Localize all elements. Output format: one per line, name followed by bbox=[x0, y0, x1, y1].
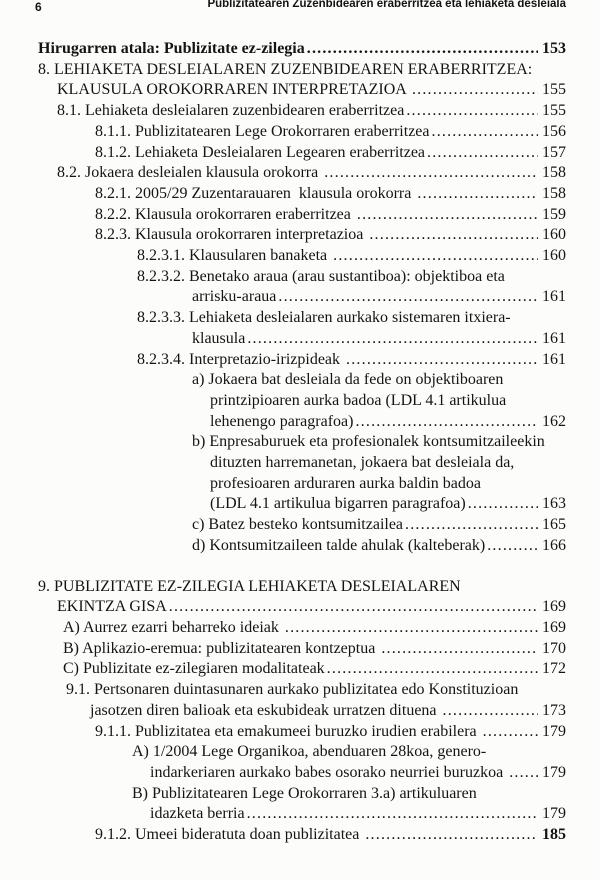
toc-entry bbox=[0, 267, 600, 288]
toc-entry-text: printzipioaren aurka badoa (LDL 4.1 artikulua bbox=[210, 391, 507, 409]
toc-page-number: 160 bbox=[542, 247, 566, 265]
toc-page-number: 160 bbox=[542, 226, 566, 244]
toc-entry-text: 9.1. Pertsonaren duintasunaren aurkako publizitatea edo Konstituzioan bbox=[66, 681, 519, 699]
toc-entry-text: indarkeriaren aurkako babes osorako neurriei buruzkoa bbox=[150, 763, 508, 781]
dot-leader bbox=[278, 287, 538, 308]
toc-entry-text: A) Aurrez ezarri beharreko ideiak bbox=[63, 618, 283, 636]
dot-leader bbox=[406, 101, 538, 122]
toc-entry bbox=[0, 80, 600, 101]
toc-page-number: 162 bbox=[542, 412, 566, 430]
toc-entry-text: 8.2.3.4. Interpretazio-irizpideak bbox=[137, 350, 345, 368]
toc-entry-text: 8.2.1. 2005/29 Zuzentarauaren klausula orokorra bbox=[95, 184, 416, 202]
toc-page-number: 159 bbox=[542, 205, 566, 223]
toc-entry bbox=[0, 825, 600, 846]
toc-page-number: 155 bbox=[542, 102, 566, 120]
toc-entry-text: 8.2.3.2. Benetako araua (arau sustantiboa): objektiboa eta bbox=[137, 267, 505, 285]
toc-entry-text: profesioaren arduraren aurka baldin badoa bbox=[210, 474, 481, 492]
dot-leader bbox=[169, 597, 538, 618]
toc-entry bbox=[0, 412, 600, 433]
toc-entry bbox=[0, 597, 600, 618]
dot-leader bbox=[405, 515, 538, 536]
toc-entry-text: B) Aplikazio-eremua: publizitatearen kontzeptua bbox=[63, 639, 380, 657]
dot-leader bbox=[247, 329, 538, 350]
toc-entry bbox=[0, 350, 600, 371]
toc-entry-text: 8.2.2. Klausula orokorraren eraberritzea bbox=[95, 205, 355, 223]
dot-leader bbox=[307, 39, 538, 60]
toc-entry-text: arrisku-araua bbox=[192, 288, 277, 306]
dot-leader bbox=[483, 722, 538, 743]
dot-leader bbox=[381, 639, 538, 660]
toc-entry bbox=[0, 329, 600, 350]
toc-entry bbox=[0, 391, 600, 412]
dot-leader bbox=[355, 412, 538, 433]
toc-entry bbox=[0, 515, 600, 536]
toc-entry bbox=[0, 804, 600, 825]
dot-leader bbox=[333, 246, 538, 267]
dot-leader bbox=[247, 804, 538, 825]
toc-entry-text: 8.1.1. Publizitatearen Lege Orokorraren eraberritzea bbox=[95, 122, 430, 140]
toc-page-number: 169 bbox=[542, 618, 566, 636]
toc-entry bbox=[0, 722, 600, 743]
running-header-title: Publizitatearen Zuzenbidearen eraberritzea eta lehiaketa desleiala bbox=[207, 0, 566, 10]
toc-entry-text: dituzten harremanetan, jokaera bat desleiala da, bbox=[210, 454, 515, 472]
toc-entry-text: KLAUSULA OROKORRAREN INTERPRETAZIOA bbox=[57, 81, 410, 99]
toc-entry-text: 8.2. Jokaera desleialen klausula orokorra bbox=[57, 164, 323, 182]
toc-page-number: 158 bbox=[542, 184, 566, 202]
toc-page-number: 179 bbox=[542, 805, 566, 823]
toc-entry bbox=[0, 39, 600, 60]
toc-entry-text: a) Jokaera bat desleiala da fede on objektiboaren bbox=[192, 371, 504, 389]
toc-entry-text: 8.1. Lehiaketa desleialaren zuzenbidearen eraberritzea bbox=[57, 102, 405, 120]
dot-leader bbox=[427, 143, 538, 164]
toc-entry bbox=[0, 308, 600, 329]
toc-entry bbox=[0, 184, 600, 205]
toc-entry-text: EKINTZA GISA bbox=[57, 598, 167, 616]
toc-entry-text: 8.2.3.1. Klausularen banaketa bbox=[137, 247, 332, 265]
dot-leader bbox=[487, 536, 538, 557]
dot-leader bbox=[412, 80, 538, 101]
dot-leader bbox=[285, 618, 538, 639]
toc-entry bbox=[0, 163, 600, 184]
toc-entry bbox=[0, 432, 600, 453]
toc-page-number: 155 bbox=[542, 81, 566, 99]
toc-entry-text: 9.1.2. Umeei bideratuta doan publizitatea bbox=[95, 826, 364, 844]
toc-entry-text: 8.1.2. Lehiaketa Desleialaren Legearen eraberritzea bbox=[95, 143, 426, 161]
toc-entry-text: d) Kontsumitzaileen talde ahulak (kalteberak) bbox=[192, 536, 486, 554]
toc-page-number: 173 bbox=[542, 701, 566, 719]
toc-entry bbox=[0, 205, 600, 226]
dot-leader bbox=[369, 225, 538, 246]
toc-entry-text: 8. LEHIAKETA DESLEIALAREN ZUZENBIDEAREN ERABERRITZEA: bbox=[38, 60, 533, 78]
toc-page-number: 169 bbox=[542, 598, 566, 616]
toc-entry bbox=[0, 122, 600, 143]
toc-page-number: 179 bbox=[542, 763, 566, 781]
toc-entry-text: c) Batez besteko kontsumitzailea bbox=[192, 516, 404, 534]
toc-entry bbox=[0, 453, 600, 474]
toc-entry bbox=[0, 639, 600, 660]
toc-entry-text: B) Publizitatearen Lege Orokorraren 3.a) artikuluaren bbox=[132, 784, 477, 802]
toc-entry bbox=[0, 225, 600, 246]
toc-entry bbox=[0, 60, 600, 81]
toc-entry-text: lehenengo paragrafoa) bbox=[210, 412, 354, 430]
toc-page-number: 161 bbox=[542, 288, 566, 306]
toc-entry bbox=[0, 143, 600, 164]
toc-entry bbox=[0, 494, 600, 515]
toc-entry-text: klausula bbox=[192, 329, 246, 347]
toc-entry-text: b) Enpresaburuek eta profesionalek kontsumitzaileekin bbox=[192, 433, 545, 451]
toc-page-number: 161 bbox=[542, 329, 566, 347]
table-of-contents bbox=[0, 39, 600, 846]
toc-entry bbox=[0, 618, 600, 639]
toc-page-number: 170 bbox=[542, 639, 566, 657]
toc-page-number: 153 bbox=[542, 40, 566, 57]
toc-entry bbox=[0, 287, 600, 308]
dot-leader bbox=[327, 659, 538, 680]
toc-entry bbox=[0, 701, 600, 722]
toc-entry bbox=[0, 659, 600, 680]
toc-entry bbox=[0, 101, 600, 122]
toc-entry bbox=[0, 577, 600, 598]
toc-entry bbox=[0, 763, 600, 784]
toc-entry-text: C) Publizitate ez-zilegiaren modalitateak bbox=[63, 660, 325, 678]
dot-leader bbox=[357, 205, 538, 226]
toc-entry-text: 8.2.3. Klausula orokorraren interpretazioa bbox=[95, 226, 368, 244]
toc-entry-text: jasotzen diren balioak eta eskubideak urratzen dituena bbox=[90, 701, 441, 719]
toc-entry bbox=[0, 370, 600, 391]
toc-entry-text: 9.1.1. Publizitatea eta emakumeei buruzko irudien erabilera bbox=[95, 722, 481, 740]
dot-leader bbox=[468, 494, 538, 515]
toc-page-number: 156 bbox=[542, 122, 566, 140]
toc-entry bbox=[0, 246, 600, 267]
page-number: 6 bbox=[35, 0, 42, 14]
dot-leader bbox=[346, 350, 538, 371]
dot-leader bbox=[324, 163, 538, 184]
toc-entry-text: 9. PUBLIZITATE EZ-ZILEGIA LEHIAKETA DESLEIALAREN bbox=[38, 577, 461, 595]
toc-entry bbox=[0, 742, 600, 763]
toc-page-number: 163 bbox=[542, 495, 566, 513]
toc-entry-text: (LDL 4.1 artikulua bigarren paragrafoa) bbox=[210, 495, 466, 513]
dot-leader bbox=[432, 122, 539, 143]
toc-page-number: 179 bbox=[542, 722, 566, 740]
toc-page-number: 166 bbox=[542, 536, 566, 554]
toc-page-number: 185 bbox=[542, 826, 566, 844]
toc-entry-text: A) 1/2004 Lege Organikoa, abenduaren 28koa, genero- bbox=[132, 743, 487, 761]
toc-entry bbox=[0, 784, 600, 805]
toc-entry bbox=[0, 680, 600, 701]
toc-entry-text: idazketa berria bbox=[150, 805, 245, 823]
dot-leader bbox=[365, 825, 538, 846]
toc-page-number: 172 bbox=[542, 660, 566, 678]
toc-entry bbox=[0, 536, 600, 557]
toc-entry-text: Hirugarren atala: Publizitate ez-zilegia bbox=[38, 40, 305, 57]
dot-leader bbox=[509, 763, 538, 784]
toc-page-number: 157 bbox=[542, 143, 566, 161]
toc-page-number: 165 bbox=[542, 516, 566, 534]
toc-page-number: 161 bbox=[542, 350, 566, 368]
toc-entry bbox=[0, 474, 600, 495]
dot-leader bbox=[417, 184, 538, 205]
dot-leader bbox=[443, 701, 538, 722]
toc-entry-text: 8.2.3.3. Lehiaketa desleialaren aurkako sistemaren itxiera- bbox=[137, 309, 511, 327]
toc-page-number: 158 bbox=[542, 164, 566, 182]
